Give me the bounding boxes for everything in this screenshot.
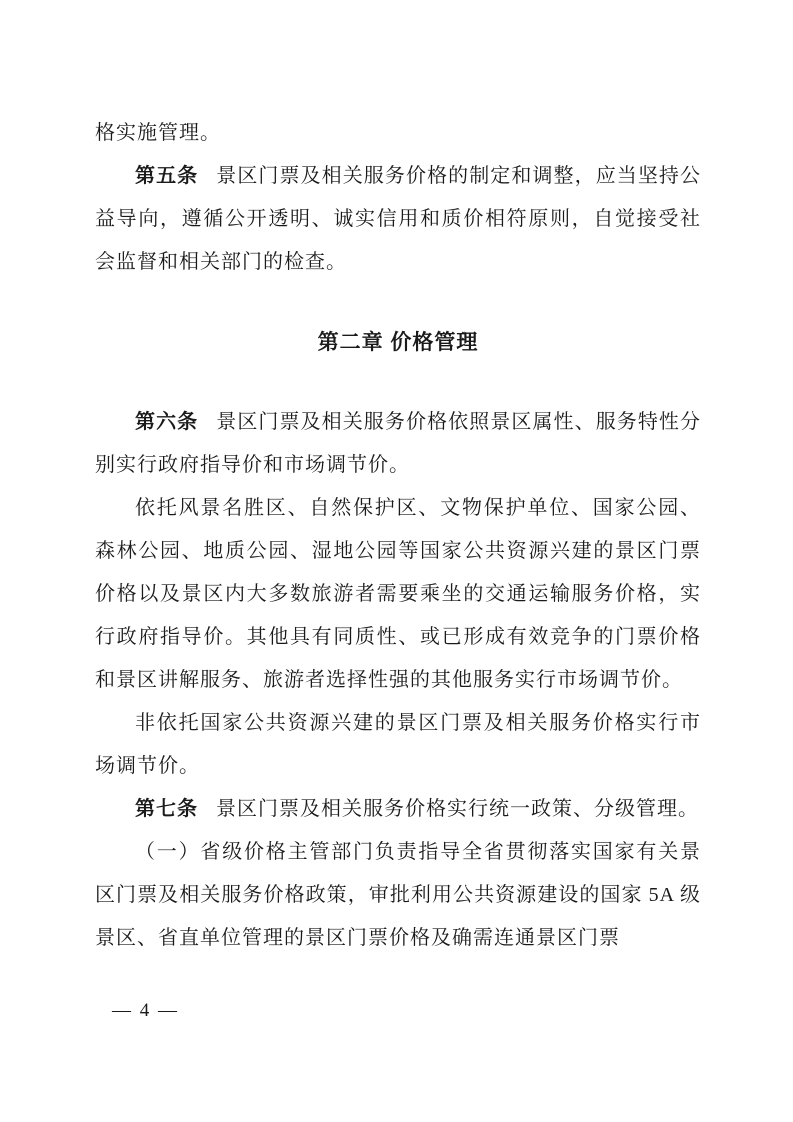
paragraph-article-6 <box>95 401 701 487</box>
paragraph-item-1 <box>95 831 701 960</box>
article-number: 第七条 <box>135 798 198 820</box>
paragraph-text: 非依托国家公共资源兴建的景区门票及相关服务价格实行市场调节价。 <box>95 712 701 777</box>
paragraph-text: 依托风景名胜区、自然保护区、文物保护单位、国家公园、森林公园、地质公园、湿地公园等国家公共资源兴建的景区门票价格以及景区内大多数旅游者需要乘坐的交通运输服务价格，实行政府指导价。其他具有同质性、或已形成有效竞争的门票价格和景区讲解服务、旅游者选择性强的其他服务实行市场调节价。 <box>95 497 701 691</box>
paragraph-article-5 <box>95 155 701 284</box>
paragraph-text: （一）省级价格主管部门负责指导全省贯彻落实国家有关景区门票及相关服务价格政策，审批利用公共资源建设的国家 5A 级景区、省直单位管理的景区门票价格及确需连通景区门票 <box>95 841 701 949</box>
paragraph-text: 景区门票及相关服务价格的制定和调整，应当坚持公益导向，遵循公开透明、诚实信用和质价相符原则，自觉接受社会监督和相关部门的检查。 <box>95 165 702 273</box>
page-number: — 4 — <box>112 1000 179 1021</box>
paragraph-text: 格实施管理。 <box>95 122 221 144</box>
paragraph-article-7 <box>95 788 701 831</box>
chapter-heading: 第二章 价格管理 <box>317 331 479 354</box>
article-number: 第六条 <box>135 411 199 433</box>
paragraph-market-regulated-price <box>95 702 701 788</box>
paragraph-continuation <box>95 112 701 155</box>
paragraph-text: 景区门票及相关服务价格实行统一政策、分级管理。 <box>216 798 699 820</box>
document-body <box>95 112 701 960</box>
paragraph-text: 景区门票及相关服务价格依照景区属性、服务特性分别实行政府指导价和市场调节价。 <box>95 411 702 476</box>
article-number: 第五条 <box>135 165 199 187</box>
paragraph-government-guided-price <box>95 487 701 702</box>
